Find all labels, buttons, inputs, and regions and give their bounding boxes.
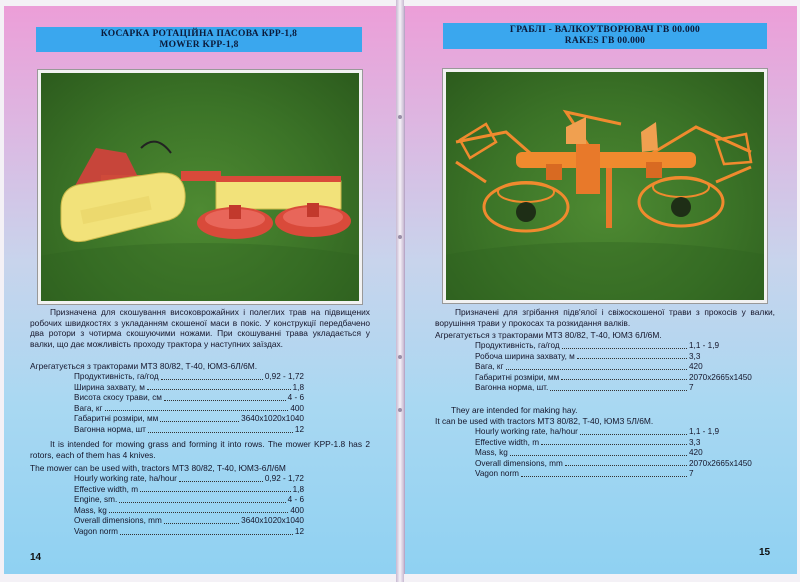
spec-row: Робоча ширина захвату, м 3,3: [475, 351, 701, 361]
left-title-en: MOWER KPP-1,8: [159, 40, 239, 50]
right-title-ua: ГРАБЛІ - ВАЛКОУТВОРЮВАЧ ГВ 00.000: [509, 25, 701, 35]
rake-illustration: [446, 72, 764, 300]
right-specs-ua: [475, 341, 761, 394]
spec-row: Hourly working rate, ha/hour 0,92 - 1,72: [74, 474, 304, 483]
spec-row: Вага, кг 400: [74, 403, 304, 413]
staple-hole: [398, 408, 402, 412]
staple-hole: [398, 115, 402, 119]
left-aggregated-ua: Агрегатується з тракторами МТЗ 80/82, Т-40, ЮМЗ-6Л/6М.: [30, 361, 258, 371]
spec-row: Вага, кг 420: [475, 362, 703, 372]
staple-hole: [398, 235, 402, 239]
spec-row: Продуктивність, га/год 1,1 - 1,9: [475, 341, 720, 350]
left-specs-en: [74, 474, 304, 538]
rake-photo: [443, 69, 767, 303]
left-aggregated-en: The mower can be used with, tractors MTЗ 80/82, T-40, ЮМЗ-6Л/6М: [30, 463, 286, 473]
left-page: [4, 6, 397, 574]
mower-photo: [38, 70, 362, 304]
staple-hole: [398, 355, 402, 359]
spec-row: Висота скосу трави, см 4 - 6: [74, 393, 304, 403]
spec-row: Effective width, m 1,8: [74, 484, 304, 494]
spec-row: Вагонна норма, шт. 7: [475, 383, 694, 393]
right-page: [404, 6, 797, 574]
spec-row: Engine, sm. 4 - 6: [74, 495, 304, 505]
left-title-ua: КОСАРКА РОТАЦІЙНА ПАСОВА КРР-1,8: [100, 29, 298, 39]
right-aggregated-ua: Агрегатується з тракторами МТЗ 80/82, Т-40, ЮМЗ 6Л/6М.: [435, 330, 662, 340]
spec-row: Hourly working rate, ha/hour 1,1 - 1,9: [475, 427, 720, 436]
right-aggregated-en: It can be used with tractors MTЗ 80/82, T-40, ЮМЗ 5Л/6М.: [435, 416, 654, 426]
right-specs-en: [475, 427, 761, 480]
spec-row: Mass, kg 420: [475, 448, 703, 458]
page-number: 14: [30, 552, 42, 563]
spec-row: Габаритні розміри, мм 2070x2665x1450: [475, 372, 752, 382]
spec-row: Overall dimensions, mm 3640x1020x1040: [74, 516, 304, 526]
right-title-en: RAKES ГВ 00.000: [564, 36, 646, 46]
page-number: 15: [759, 547, 771, 558]
spec-row: Overall dimensions, mm 2070x2665x1450: [475, 458, 752, 468]
binding-gutter: [396, 0, 404, 582]
spec-row: Ширина захвату, м 1,8: [74, 382, 304, 392]
left-description-en: It is intended for mowing grass and forming it into rows. The mower KPP-1.8 has 2 rotors, each of them has 4 knives.: [30, 439, 370, 460]
spec-row: Vagon norm 7: [475, 469, 694, 479]
spec-row: Продуктивність, га/год 0,92 - 1,72: [74, 372, 304, 381]
spec-row: Effective width, m 3,3: [475, 437, 701, 447]
spec-row: Вагонна норма, шт 12: [74, 424, 304, 434]
right-description-ua: Призначені для згрібання підв'ялої і свіжоскошеної трави з прокосів у валки, ворушіння трави у прокосах та розкидання валків.: [435, 307, 775, 328]
right-title-bar: [443, 23, 767, 49]
right-description-en: They are intended for making hay.: [451, 405, 578, 415]
left-description-ua: Призначена для скошування високоврожайних і полеглих трав на підвищених робочих швидкостях з укладанням скошеної маси в покіс. У конструкції передбачено два ротори з чотирма скошуючими ножами. При скошуванні трава укладається у валки, що дає можливість проходу трактора у наступних заїздах.: [30, 307, 370, 349]
left-title-bar: [36, 27, 362, 52]
spec-row: Vagon norm 12: [74, 526, 304, 536]
spec-row: Mass, kg 400: [74, 505, 304, 515]
mower-illustration: [41, 73, 359, 301]
spec-row: Габаритні розміри, мм 3640x1020x1040: [74, 414, 304, 424]
left-specs-ua: [74, 372, 304, 436]
